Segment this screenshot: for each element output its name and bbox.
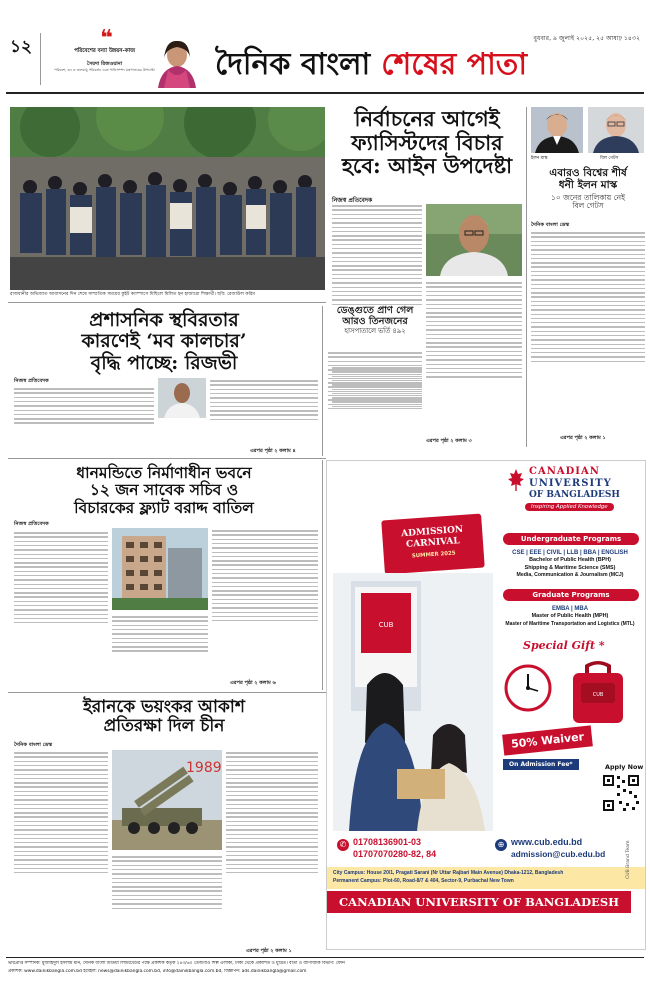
subheadline-line: ১০ জনের তালিকায় নেই <box>550 192 626 202</box>
rizvi-byline: নিজস্ব প্রতিবেদক <box>14 378 49 384</box>
phone-number-1[interactable]: 01708136901-03 <box>353 837 422 847</box>
musk-continued: এরপর পৃষ্ঠা ২ কলাম ১ <box>560 435 606 441</box>
headline-line: আরও তিনজনের <box>342 315 408 327</box>
special-gift-label: Special Gift * <box>523 639 605 652</box>
svg-text:CUB: CUB <box>592 692 604 698</box>
column-divider <box>322 460 323 690</box>
waiver-badge <box>503 729 609 785</box>
air-defense-photo <box>112 750 222 850</box>
footer-imprint-line2: প্রকাশক: www.dainikbangla.com.bd ইমেইল: news@dainikbangla.com.bd, info@dainikbangla.com.bd, বিজ্ঞাপন: ads.dainikbangla@gmail.com <box>8 969 307 974</box>
grad-program-line: Master of Public Health (MPH) <box>531 613 609 619</box>
ug-program-line: CSE | EEE | CIVIL | LLB | BBA | ENGLISH <box>512 550 628 556</box>
gates-photo-caption: বিল গেটস <box>600 156 619 161</box>
grad-programs-heading: Graduate Programs <box>503 589 639 601</box>
main-story-continued: এরপর পৃষ্ঠা ২ কলাম ৩ <box>426 438 472 444</box>
column-divider <box>322 306 323 456</box>
cub-name-line2: UNIVERSITY <box>529 478 612 489</box>
grad-programs-list <box>497 605 643 628</box>
lead-photo <box>10 107 325 290</box>
flat-body-col2 <box>212 528 318 678</box>
divider <box>8 458 326 459</box>
bill-gates-photo <box>588 107 644 153</box>
masthead-red: শেষের পাতা <box>381 47 528 82</box>
cub-logo-block <box>507 464 641 520</box>
masthead <box>215 40 645 88</box>
contact-strip <box>327 835 646 865</box>
iran-body-col2 <box>226 750 318 946</box>
flat-building-photo <box>112 528 208 610</box>
rizvi-headline <box>14 310 314 374</box>
apply-now-label: Apply Now <box>605 763 644 771</box>
main-story-headline <box>332 107 522 195</box>
header-vertical-rule <box>40 33 41 85</box>
iran-headline <box>14 698 314 736</box>
headline-line: প্রতিরক্ষা দিল চীন <box>103 716 225 737</box>
website-link[interactable]: www.cub.edu.bd <box>511 837 583 847</box>
web-icon: ⊕ <box>495 839 507 851</box>
svg-text:CUB: CUB <box>378 621 394 629</box>
flat-continued: এরপর পৃষ্ঠা ২ কলাম ৬ <box>230 680 276 686</box>
rizvi-continued: এরপর পৃষ্ঠা ২ কলাম ৪ <box>250 448 296 454</box>
subheadline-line: বিল গেটস <box>572 200 604 210</box>
iran-continued: এরপর পৃষ্ঠা ২ কলাম ১ <box>246 948 292 954</box>
cub-maple-leaf-icon <box>507 468 525 492</box>
headline-line: ইরানকে ভয়ংকর আকাশ <box>83 697 245 717</box>
subheadline: হাসপাতালে ভর্তি ৪৯২ <box>344 327 406 336</box>
main-story-body-col2 <box>426 280 522 436</box>
cub-name-line1: CANADIAN <box>529 466 600 477</box>
quote-person-name: সৈয়দা রিজওয়ানা <box>86 61 123 67</box>
iran-byline: দৈনিক বাংলা ডেস্ক <box>14 742 53 748</box>
qr-code-icon[interactable] <box>601 773 641 813</box>
date-line: বুধবার, ৯ জুলাই ২০২৫, ২৫ আষাঢ় ১৪৩২ <box>533 35 640 42</box>
law-adviser-photo <box>426 204 522 276</box>
page-number: ১২ <box>10 37 33 57</box>
main-story-byline: নিজস্ব প্রতিবেদক <box>332 197 373 204</box>
headline-line: বৃদ্ধি পাচ্ছে: রিজভী <box>90 351 238 374</box>
cub-advertisement[interactable] <box>326 460 646 950</box>
ug-program-line: Bachelor of Public Health (BPH) <box>529 557 611 563</box>
ug-programs-heading: Undergraduate Programs <box>503 533 639 545</box>
cub-footer-banner: CANADIAN UNIVERSITY OF BANGLADESH <box>327 891 631 913</box>
column-divider <box>526 107 527 447</box>
iran-body-col3 <box>112 854 222 946</box>
rizvi-body-col1 <box>14 386 154 446</box>
headline-line: বিচারকের ফ্ল্যাট বরাদ্দ বাতিল <box>74 497 254 517</box>
lead-photo-caption: রাজধানীর অভিজাত আবাসনের দিন শেষে সাম্প্রতিক সময়ের কুইট ক্যাম্পাসে মিছিলে মিলিত হন হাজারো শিক্ষার্থী। ছবি: রেজাউল করিম <box>10 292 255 297</box>
quote-person-title: পরিবেশ, বন ও জলবায়ু পরিবর্তন এবং পানিসম্পদ মন্ত্রণালয়ের উপদেষ্টা <box>54 68 155 72</box>
headline-line: প্রশাসনিক স্থবিরতার <box>89 309 239 331</box>
carnival-badge <box>381 514 485 575</box>
headline-line: ডেঙ্গুতে প্রাণ গেল <box>336 305 414 316</box>
rizvi-photo <box>158 378 206 418</box>
waiver-small: On Admission Fee* <box>503 759 579 770</box>
headline-line: ফ্যাসিস্টদের বিচার <box>351 129 503 155</box>
footer-rule <box>6 957 644 958</box>
masthead-black: দৈনিক বাংলা <box>215 47 371 82</box>
main-story-body-col1 <box>332 203 422 361</box>
carnival-title: ADMISSION CARNIVAL <box>400 524 464 550</box>
dengue-headline <box>328 306 422 336</box>
headline-line: এবারও বিশ্বের শীর্ষ <box>549 167 627 179</box>
campus-bar <box>327 867 646 889</box>
footer-imprint-line1: ভারপ্রাপ্ত সম্পাদক: মুজাহিদুল ইসলাম মনি, দৈনিক বাংলা মিডিয়া লিমিটেডের পক্ষে প্রকাশক কর্তৃক ২৪৩/৬০ তেজগাঁও শিল্প এলাকা, ঢাকা থেকে প্রকাশিত ও মুদ্রিত। বার্তা ও বাণিজ্যিক বিভাগ: ফোন <box>8 961 345 966</box>
gift-clock-icon <box>503 663 553 713</box>
quote-text: পরিবেশের বন্যা উন্নয়ন-কাজ <box>74 48 135 54</box>
header-bottom-rule <box>6 92 644 94</box>
carnival-sub: SUMMER 2025 <box>411 550 456 560</box>
dengue-body-col1 <box>328 350 422 450</box>
elon-musk-photo <box>531 107 583 153</box>
campus-address-1: City Campus: House 20/1, Pragati Sarani (Nr Uttar Rajbari Main Avenue) Dhaka-1212, Bangladesh <box>333 870 564 876</box>
student-photo <box>333 573 493 831</box>
headline-line: ধানমন্ডিতে নির্মাণাধীন ভবনে <box>76 463 252 482</box>
quote-person-photo <box>156 36 198 88</box>
musk-byline: দৈনিক বাংলা ডেস্ক <box>531 222 570 228</box>
divider <box>8 692 326 693</box>
page-header <box>0 0 650 110</box>
ug-programs-list <box>497 549 643 580</box>
campus-address-2: Permanent Campus: Plot-60, Road-8/7 & 404, Sector-9, Purbachal New Town <box>333 878 514 884</box>
ug-program-line: Shipping & Maritime Science (SMS) <box>524 564 616 571</box>
musk-headline <box>531 168 645 210</box>
flat-headline <box>14 464 314 516</box>
phone-icon: ✆ <box>337 839 349 851</box>
phone-number-2[interactable]: 01707070280-82, 84 <box>353 849 437 859</box>
grad-program-line: Master of Maritime Transportation and Logistics (MTL) <box>505 620 635 627</box>
headline-line: ধনী ইলন মাস্ক <box>558 178 618 191</box>
musk-photo-caption: ইলন মাস্ক <box>531 156 548 161</box>
waiver-big: 50% Waiver <box>502 725 593 755</box>
grad-program-line: EMBA | MBA <box>551 606 589 612</box>
divider <box>8 302 326 303</box>
iran-body-col1 <box>14 750 108 946</box>
headline-line: ১২ জন সাবেক সচিব ও <box>89 480 239 500</box>
headline-line: নির্বাচনের আগেই <box>354 106 500 131</box>
email-link[interactable]: admission@cub.edu.bd <box>511 849 606 859</box>
headline-line: কারণেই ‘মব কালচার’ <box>81 330 247 353</box>
svg-text:1989: 1989 <box>186 760 222 776</box>
flat-body-col1 <box>14 530 108 680</box>
rizvi-body-col2 <box>210 378 318 444</box>
headline-line: হবে: আইন উপদেষ্টা <box>341 153 513 179</box>
cub-tagline: Inspiring Applied Knowledge <box>525 503 614 511</box>
cub-name-line3: OF BANGLADESH <box>529 490 620 500</box>
ug-program-line: Media, Communication & Journalism (MCJ) <box>516 572 624 578</box>
flat-body-col3 <box>112 614 208 678</box>
flat-byline: নিজস্ব প্রতিবেদক <box>14 521 49 527</box>
quote-mark: ❝ <box>100 26 113 51</box>
brand-team-credit: CUB Brand Team <box>626 840 631 879</box>
gift-bag-icon <box>567 659 629 725</box>
musk-body <box>531 230 645 432</box>
